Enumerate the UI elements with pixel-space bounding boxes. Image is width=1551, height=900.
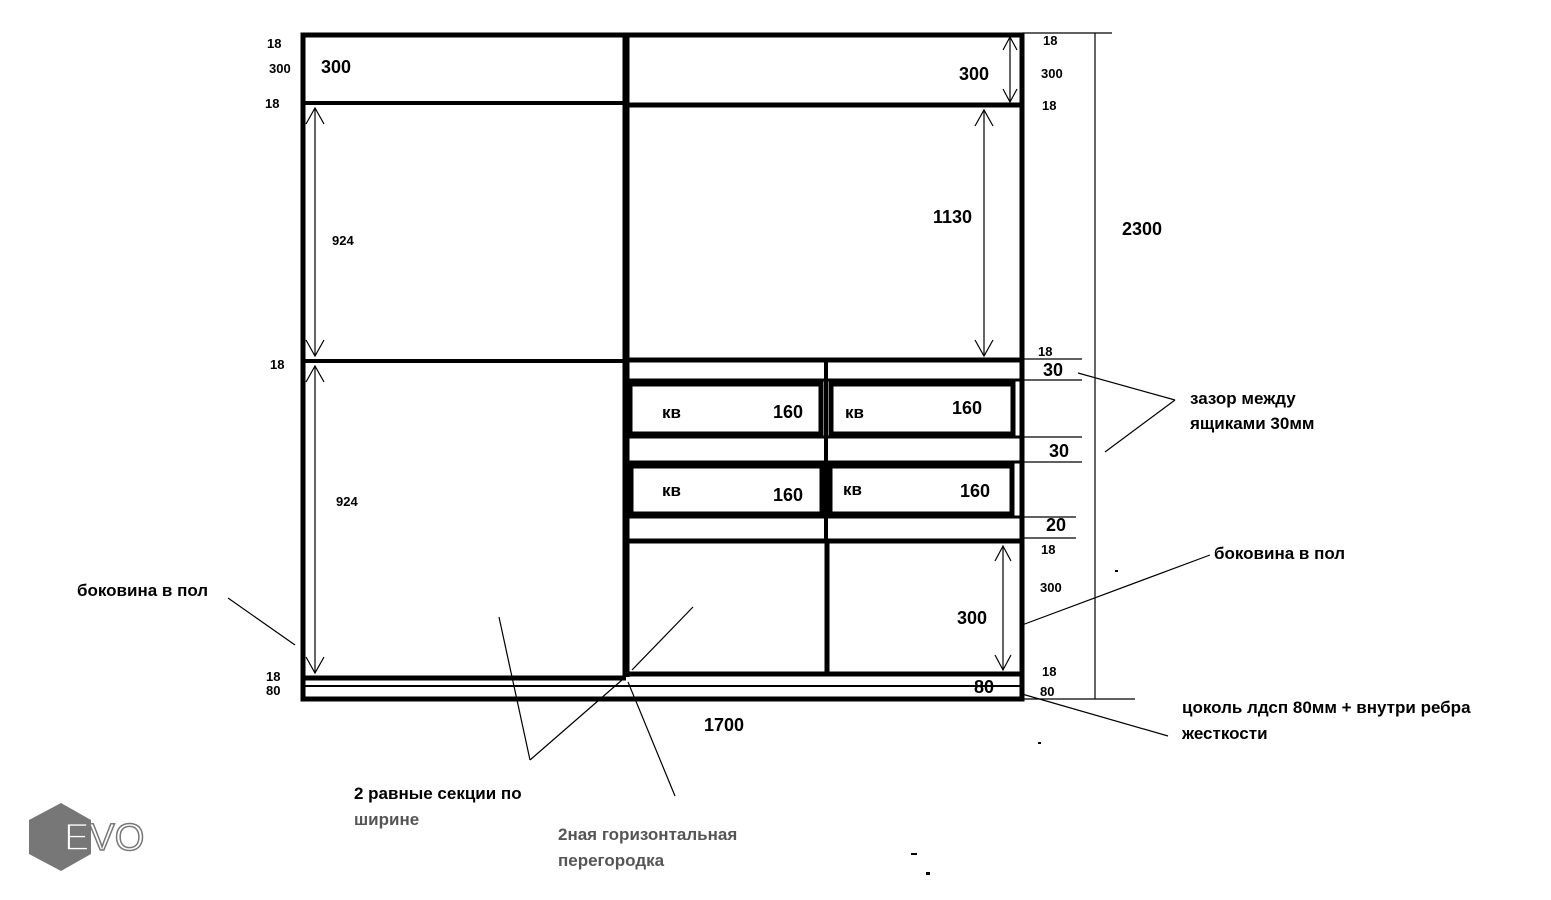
cabinet-frame <box>303 35 1022 699</box>
dim-left-lower-section: 924 <box>336 494 358 509</box>
dim-left-upper-section: 924 <box>332 233 354 248</box>
note-sections-line1: 2 равные секции по <box>354 784 522 803</box>
dimension-lines <box>228 33 1210 796</box>
dim-right-gap3: 20 <box>1046 515 1067 535</box>
drawer-1-size: 160 <box>773 402 804 422</box>
dim-left-top-niche: 300 <box>269 61 291 76</box>
drawer-2-code: кв <box>845 403 864 422</box>
dim-right-shelf1: 18 <box>1042 98 1057 113</box>
dim-right-top-niche: 300 <box>1041 66 1063 81</box>
drawer-3-size: 160 <box>773 485 804 505</box>
note-partition-line2: перегородка <box>558 851 665 870</box>
drawer-1-code: кв <box>662 403 681 422</box>
drawer-3-code: кв <box>662 481 681 500</box>
logo-text: EVO <box>64 817 145 859</box>
dim-left-bottom-panel: 18 <box>266 669 281 684</box>
drawer-4-code: кв <box>843 480 862 499</box>
left-dimension-labels <box>265 36 358 698</box>
drawer-4-size: 160 <box>960 481 991 501</box>
note-sections-line2: ширине <box>354 810 420 829</box>
dim-left-shelf1: 18 <box>265 96 280 111</box>
stray-marks <box>911 570 1118 875</box>
dim-left-shelf2: 18 <box>270 357 285 372</box>
note-drawer-gap-line2: ящиками 30мм <box>1190 414 1315 433</box>
dim-right-shelf3: 18 <box>1041 542 1056 557</box>
dim-right-top-niche-inner: 300 <box>959 64 990 84</box>
dim-left-top-niche-inner: 300 <box>321 57 352 77</box>
dim-right-gap2: 30 <box>1049 441 1070 461</box>
dim-overall-width: 1700 <box>704 715 745 735</box>
note-side-right: боковина в пол <box>1214 544 1346 563</box>
note-drawer-gap-line1: зазор между <box>1190 389 1296 408</box>
dim-right-plinth-inner: 80 <box>974 677 995 697</box>
note-partition-line1: 2ная горизонтальная <box>558 825 738 844</box>
evo-logo <box>29 803 144 871</box>
drawer-2-size: 160 <box>952 398 983 418</box>
dim-right-plinth: 80 <box>1040 684 1055 699</box>
dim-right-upper-section: 1130 <box>933 207 973 227</box>
note-plinth-line2: жесткости <box>1182 724 1268 743</box>
dim-right-gap1: 30 <box>1043 360 1064 380</box>
note-side-left: боковина в пол <box>77 581 209 600</box>
dim-right-bottom-niche-inner: 300 <box>957 608 988 628</box>
dim-right-top-panel: 18 <box>1043 33 1058 48</box>
dim-right-shelf2: 18 <box>1038 344 1053 359</box>
dim-right-bottom-niche: 300 <box>1040 580 1062 595</box>
dim-left-top-panel: 18 <box>267 36 282 51</box>
note-plinth-line1: цоколь лдсп 80мм + внутри ребра <box>1182 698 1471 717</box>
dim-overall-height: 2300 <box>1122 219 1163 239</box>
cabinet-outline <box>303 35 1022 699</box>
dim-left-plinth: 80 <box>266 683 281 698</box>
dim-right-bottom-panel: 18 <box>1042 664 1057 679</box>
